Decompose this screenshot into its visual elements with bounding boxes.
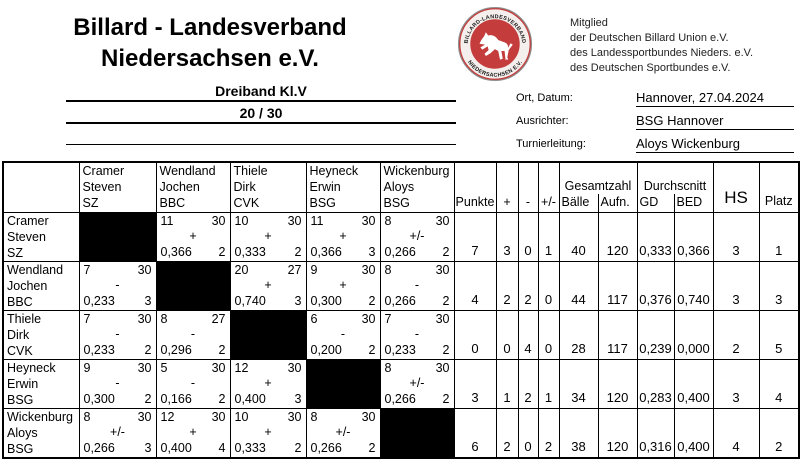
match-result-sign: + [264,277,272,292]
opponent-first: Dirk [233,180,256,194]
stat-baelle: 28 [559,310,598,359]
player-last: Thiele [7,311,42,326]
match-average-line: 0,300 2 [83,391,152,406]
match-score-line: 8 27 [160,311,226,326]
page-header [0,0,800,82]
header-bed: BED [674,194,713,212]
opponent-first: Aloys [383,180,415,194]
match-result-sign: + [339,277,347,292]
match-average-line: 0,266 2 [384,293,450,308]
stat-baelle: 34 [559,359,598,408]
match-average-line: 0,233 2 [384,342,450,357]
header-gesamtzahl-group [559,162,637,212]
match-score-line: 11 30 [160,213,226,228]
opponent-last: Cramer [82,164,125,178]
event-block [66,82,456,145]
match-result-sign: - [414,277,420,292]
association-logo-icon [457,6,533,82]
match-cell [380,261,454,310]
opponent-club: CVK [233,196,260,210]
match-average-line: 0,400 4 [160,440,226,455]
stat-bed: 0,000 [674,310,713,359]
match-average-line: 0,296 2 [160,342,226,357]
match-result-sign: + [264,424,272,439]
stat-plus: 2 [496,261,518,310]
match-result-sign: + [264,228,272,243]
match-score-line: 11 30 [310,213,376,228]
meta-label-director: Turnierleitung: [516,138,586,150]
player-club: BSG [7,392,34,407]
player-club: SZ [7,245,23,260]
opponent-first: Jochen [159,180,200,194]
stat-gd: 0,239 [637,310,674,359]
match-result-sign: - [190,326,196,341]
player-name-cell [3,310,79,359]
match-cell [306,408,380,458]
stat-gd: 0,333 [637,212,674,261]
match-result-sign: + [339,228,347,243]
match-result-sign: +/- [335,424,351,439]
match-score-line: 5 30 [160,360,226,375]
event-discipline: Dreiband Kl.V [66,82,456,102]
player-row-2 [3,261,799,310]
diagonal-cell [380,408,454,458]
match-score-line: 7 30 [83,311,152,326]
player-name-cell [3,408,79,458]
meta-value-location: Hannover, 27.04.2024 [636,90,794,107]
stat-aufn: 120 [598,359,637,408]
logo-arc-bottom-text: NIEDERSACHSEN E.V. [466,59,524,79]
opponent-last: Wendland [159,164,216,178]
stat-punkte: 0 [454,310,496,359]
opponent-last: Wickenburg [383,164,450,178]
match-result-sign: - [414,326,420,341]
match-score-line: 8 30 [310,409,376,424]
opponent-header-1 [79,162,156,212]
meta-value-director: Aloys Wickenburg [636,136,794,153]
stat-pm: 0 [538,261,559,310]
player-club: BSG [7,441,34,456]
opponent-header-5 [380,162,454,212]
stat-punkte: 4 [454,261,496,310]
match-result-sign: + [189,228,197,243]
opponent-last: Thiele [233,164,268,178]
player-first: Dirk [7,327,30,342]
stat-pm: 0 [538,310,559,359]
match-average-line: 0,266 2 [384,391,450,406]
stat-hs: 2 [713,310,759,359]
meta-label-organizer: Ausrichter: [516,115,569,127]
stat-gd: 0,376 [637,261,674,310]
match-cell [306,261,380,310]
event-mode: 20 / 30 [66,104,456,124]
match-result-sign: +/- [110,424,125,439]
match-cell [380,212,454,261]
opponent-club: BSG [383,196,410,210]
player-last: Heyneck [7,360,56,375]
results-table [2,161,800,459]
match-cell [230,408,306,458]
player-club: BBC [7,294,33,309]
diagonal-cell [306,359,380,408]
stat-punkte: 3 [454,359,496,408]
meta-block [516,84,798,153]
header-gesamtzahl: Gesamtzahl [564,178,632,193]
stat-pm: 1 [538,212,559,261]
match-score-line: 6 30 [310,311,376,326]
match-score-line: 7 30 [384,311,450,326]
stat-punkte: 7 [454,212,496,261]
opponent-club: BBC [159,196,186,210]
results-tbody [3,212,799,458]
stat-baelle: 38 [559,408,598,458]
match-average-line: 0,233 2 [83,342,152,357]
match-cell [156,359,230,408]
stat-plus: 3 [496,212,518,261]
logo-arc-top-text: BILLARD-LANDESVERBAND [463,14,527,44]
match-result-sign: - [190,375,196,390]
diagonal-cell [230,310,306,359]
sub-header [0,82,800,156]
match-average-line: 0,400 3 [234,391,302,406]
event-empty-line [66,126,456,145]
player-last: Wendland [7,262,64,277]
header-durchschnitt-group [637,162,713,212]
meta-row-location [516,84,798,107]
match-average-line: 0,300 2 [310,293,376,308]
stat-bed: 0,400 [674,359,713,408]
player-first: Erwin [7,376,39,391]
stat-pm: 2 [538,408,559,458]
match-cell [156,408,230,458]
opponent-club: SZ [82,196,99,210]
header-durchschnitt: Durchscnitt [643,178,707,193]
header-gd: GD [639,194,659,209]
org-title-line1: Billard - Landesverband [73,14,347,41]
player-row-4 [3,359,799,408]
match-cell [156,310,230,359]
membership-text [570,0,753,82]
meta-row-organizer [516,107,798,130]
match-score-line: 12 30 [160,409,226,424]
match-result-sign: - [115,277,120,292]
match-average-line: 0,366 3 [310,244,376,259]
logo-wrap [420,0,570,82]
player-first: Aloys [7,425,38,440]
meta-value-organizer: BSG Hannover [636,113,794,130]
match-average-line: 0,266 3 [83,440,152,455]
stat-platz: 5 [759,310,799,359]
match-score-line: 10 30 [234,213,302,228]
stat-gd: 0,283 [637,359,674,408]
player-last: Cramer [7,213,49,228]
match-score-line: 9 30 [310,262,376,277]
match-score-line: 8 30 [83,409,152,424]
diagonal-cell [79,212,156,261]
stat-hs: 3 [713,212,759,261]
stat-aufn: 117 [598,261,637,310]
stat-platz: 1 [759,212,799,261]
stat-platz: 4 [759,359,799,408]
stat-minus: 2 [518,359,538,408]
match-score-line: 8 30 [384,213,450,228]
match-cell [380,310,454,359]
match-cell [306,310,380,359]
opponent-header-4 [306,162,380,212]
membership-line1: Mitglied [570,17,608,29]
stat-baelle: 44 [559,261,598,310]
stat-plus: 2 [496,408,518,458]
player-row-5 [3,408,799,458]
membership-line4: des Deutschen Sportbundes e.V. [570,62,731,74]
stat-bed: 0,366 [674,212,713,261]
player-row-3 [3,310,799,359]
stat-punkte: 6 [454,408,496,458]
match-average-line: 0,333 2 [234,244,302,259]
stat-platz: 2 [759,408,799,458]
match-score-line: 7 30 [83,262,152,277]
header-hs: HS [713,162,759,212]
match-average-line: 0,366 2 [160,244,226,259]
match-result-sign: +/- [409,228,425,243]
opponent-first: Erwin [309,180,341,194]
match-result-sign: + [264,375,272,390]
stat-plus: 0 [496,310,518,359]
match-average-line: 0,266 2 [310,440,376,455]
player-name-cell [3,212,79,261]
membership-line2: der Deutschen Billard Union e.V. [570,32,729,44]
membership-line3: des Landessportbundes Nieders. e.V. [570,47,754,59]
match-cell [79,359,156,408]
opponent-first: Steven [82,180,122,194]
meta-label-location: Ort, Datum: [516,92,573,104]
opponent-last: Heyneck [309,164,359,178]
stat-bed: 0,400 [674,408,713,458]
match-score-line: 20 27 [234,262,302,277]
meta-row-director [516,130,798,153]
player-name-cell [3,261,79,310]
header-platz: Platz [759,162,799,212]
match-cell [306,212,380,261]
match-average-line: 0,233 3 [83,293,152,308]
match-score-line: 10 30 [234,409,302,424]
player-last: Wickenburg [7,409,73,424]
stat-minus: 2 [518,261,538,310]
match-result-sign: - [340,326,346,341]
match-score-line: 8 30 [384,262,450,277]
match-result-sign: + [189,424,197,439]
stat-pm: 1 [538,359,559,408]
stat-gd: 0,316 [637,408,674,458]
stat-aufn: 120 [598,408,637,458]
match-score-line: 12 30 [234,360,302,375]
match-cell [230,359,306,408]
header-plusminus: +/- [538,162,559,212]
stat-platz: 3 [759,261,799,310]
stat-hs: 4 [713,408,759,458]
header-punkte: Punkte [454,162,496,212]
stat-bed: 0,740 [674,261,713,310]
player-club: CVK [7,343,33,358]
stat-baelle: 40 [559,212,598,261]
match-cell [230,212,306,261]
match-result-sign: - [115,326,120,341]
org-title-line2: Niedersachsen e.V. [101,45,319,72]
stat-hs: 3 [713,261,759,310]
stat-minus: 4 [518,310,538,359]
player-first: Jochen [7,278,48,293]
header-plus: + [496,162,518,212]
stat-plus: 1 [496,359,518,408]
stat-aufn: 117 [598,310,637,359]
match-result-sign: - [115,375,120,390]
org-title [0,0,420,82]
match-average-line: 0,166 2 [160,391,226,406]
match-average-line: 0,200 2 [310,342,376,357]
stat-minus: 0 [518,212,538,261]
opponent-header-3 [230,162,306,212]
stat-hs: 3 [713,359,759,408]
match-average-line: 0,333 2 [234,440,302,455]
opponent-header-2 [156,162,230,212]
header-baelle: Bälle [561,194,590,209]
match-cell [79,261,156,310]
header-minus: - [518,162,538,212]
stat-aufn: 120 [598,212,637,261]
match-cell [79,310,156,359]
match-cell [380,359,454,408]
match-score-line: 8 30 [384,360,450,375]
match-cell [156,212,230,261]
opponent-club: BSG [309,196,336,210]
table-header-row [3,162,799,212]
match-cell [79,408,156,458]
player-row-1 [3,212,799,261]
match-average-line: 0,740 3 [234,293,302,308]
match-result-sign: +/- [409,375,425,390]
match-cell [230,261,306,310]
diagonal-cell [156,261,230,310]
player-first: Steven [7,229,46,244]
match-score-line: 9 30 [83,360,152,375]
player-name-cell [3,359,79,408]
match-average-line: 0,266 2 [384,244,450,259]
corner-cell [3,162,79,212]
header-aufn: Aufn. [598,194,637,212]
stat-minus: 0 [518,408,538,458]
